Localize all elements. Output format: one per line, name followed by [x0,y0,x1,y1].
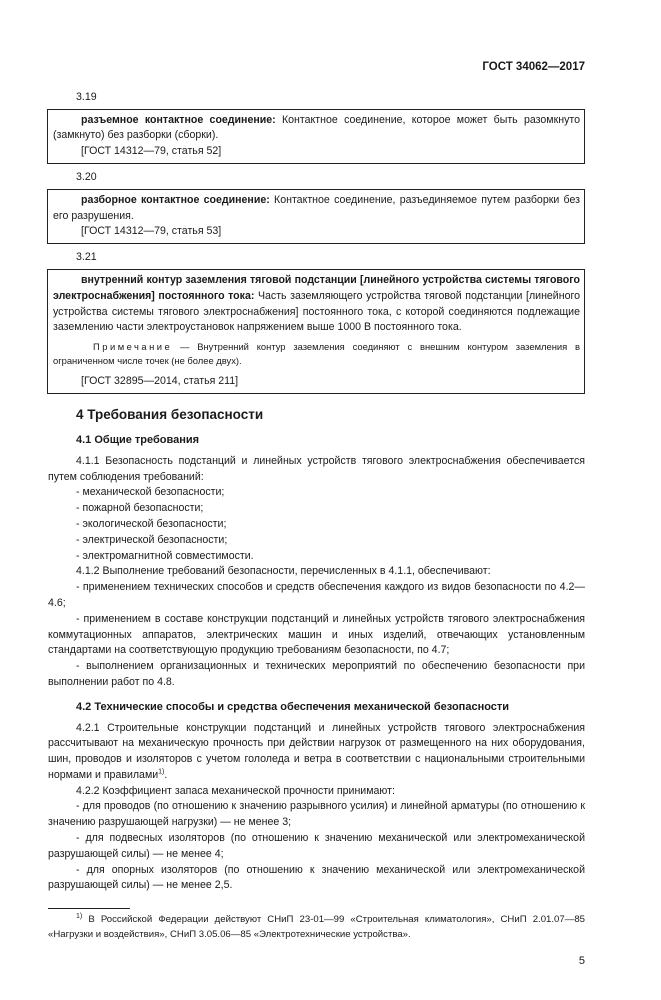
term-source: [ГОСТ 14312—79, статья 53] [81,225,222,238]
footnote-divider [48,908,130,909]
section-heading: 4 Требования безопасности [76,406,264,422]
list-item: - для проводов (по отношению к значению разрывного усилия) и линейной арматуры (по отношению к значению разрушающей нагрузки) — не менее 3; [48,800,585,829]
list-item: - для опорных изоляторов (по отношению к значению механической или электромеханической разрушающей силы) — не менее 2,5. [48,863,585,892]
footnote-text: В Российской Федерации действуют СНиП 23-01—99 «Строительная климатология», СНиП 2.01.07—85 «Нагрузки и воздействия», СНиП 3.05.06—85 «Электротехнические устройства». [48,914,585,940]
section-4-1-body [48,454,585,691]
section-4-2-body [48,721,585,895]
term-number: 3.19 [76,90,97,103]
note-text: — Внутренний контур заземления соединяют с внешним контуром заземления в ограниченном числе точек (не более двух). [53,341,580,367]
paragraph: 4.2.2 Коэффициент запаса механической прочности принимают: [76,784,395,797]
list-item: - применением технических способов и средств обеспечения каждого из видов безопасности по 4.2—4.6; [48,581,585,609]
term-box-3-21 [47,269,585,394]
term-number: 3.20 [76,170,97,183]
term: разъемное контактное соединение: [81,113,276,126]
footnote-mark: 1) [76,913,83,921]
list-item: - пожарной безопасности; [76,502,204,515]
list-item: - электромагнитной совместимости. [76,549,254,562]
term-number: 3.21 [76,251,97,264]
definition: Часть заземляющего устройства тяговой подстанции [линейного устройства системы тягового электроснабжения] постоянного тока, с которой соединяются подлежащие заземлению части электроустановок напряжением выше 1000 В постоянного тока. [53,289,580,334]
term: внутренний контур заземления тяговой подстанции [линейного устройства системы тягового электроснабжения] постоянного тока: [53,273,580,302]
term-source: [ГОСТ 14312—79, статья 52] [81,145,222,158]
paragraph: 4.2.1 Строительные конструкции подстанций и линейных устройств тягового электроснабжения рассчитывают на механическую прочность при действии нагрузок от размещенного на них оборудования, шин, проводов и изоляторов с учетом гололеда и ветра в соответствии с национальными строительными нормами и правилами$^{1)}$. [48,721,585,781]
term-box-3-19 [47,109,585,164]
list-item: - применением в составе конструкции подстанций и линейных устройств тягового электроснабжения коммутационных аппаратов, электрических машин и иных изделий, отвечающих установленным стандартами на соответствующую продукцию требованиям безопасности, по 4.7; [48,612,585,657]
paragraph: 4.1.1 Безопасность подстанций и линейных устройств тягового электроснабжения обеспечивается путем соблюдения требований: [48,454,585,483]
footnote-ref[interactable]: 1) [158,768,165,776]
list-item: - выполнением организационных и технических мероприятий по обеспечению безопасности при выполнении работ по 4.8. [48,660,585,688]
paragraph-text: 4.2.1 Строительные конструкции подстанций и линейных устройств тягового электроснабжения рассчитывают на механическую прочность при действии нагрузок от размещенного на них оборудования, шин, проводов и изоляторов с учетом гололеда и ветра в соответствии с национальными строительными нормами и правилами [48,721,585,781]
term: разборное контактное соединение: [81,193,270,206]
list-item: - механической безопасности; [76,486,225,499]
list-item: - экологической безопасности; [76,517,227,530]
subsection-heading: 4.1 Общие требования [76,433,200,446]
term-box-3-20 [47,189,585,244]
subsection-heading: 4.2 Технические способы и средства обеспечения механической безопасности [76,700,510,713]
paragraph: 4.1.2 Выполнение требований безопасности, перечисленных в 4.1.1, обеспечивают: [76,565,491,578]
list-item: - электрической безопасности; [76,533,228,546]
note [53,340,580,368]
document-header: ГОСТ 34062—2017 [482,61,585,73]
definition: Контактное соединение, которое может быть разомкнуто (замкнуто) без разборки (сборки). [53,113,580,142]
definition: Контактное соединение, разъединяемое путем разборки без его разрушения. [53,193,580,222]
note-label: Примечание [93,341,173,353]
page-number: 5 [578,955,585,968]
term-source: [ГОСТ 32895—2014, статья 211] [81,375,239,388]
list-item: - для подвесных изоляторов (по отношению к значению механической или электромеханической разрушающей силы) — не менее 4; [48,832,585,860]
footnote [48,913,585,942]
